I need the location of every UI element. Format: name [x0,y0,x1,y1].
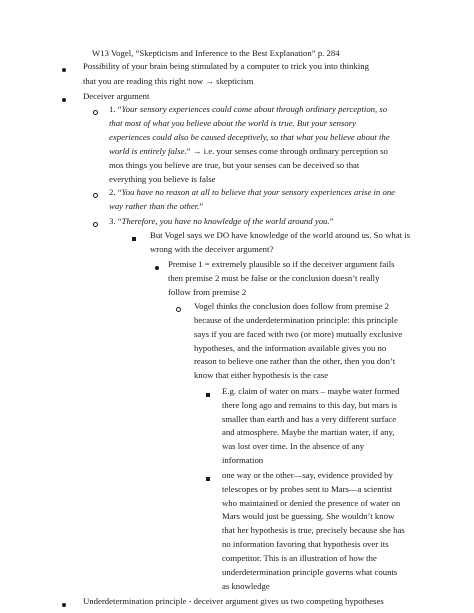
mars-line4: and atmosphere. Maybe the martian water, if any, [222,427,395,438]
mars-line1: E.g. claim of water on mars – maybe water formed [222,385,400,396]
premise-1-line2: that most of what you believe about the world is true. But your sensory [109,118,357,129]
premise-1-line3: experiences could also be caused deceptively, so that what you believe about the [109,132,390,142]
mars2-line8: underdetermination principle governs what counts [222,566,398,577]
mars-line3: smaller than earth and has a very different surface [222,413,397,424]
premise-1-line4: world is entirely false.” → i.e. your senses come through ordinary perception so [109,145,388,156]
premise-2-line1: 2. “You have no reason at all to believe that your sensory experiences arise in one [109,187,396,198]
bullet-square [206,388,210,400]
bullet-dot [62,93,66,105]
premise1-note-line3: follow from premise 2 [168,287,247,298]
underdetermination-line4: hypotheses, and the information available gives you no [194,342,387,353]
premise-1-line5: mos things you believe are true, but your senses can be deceived so that [109,159,360,170]
list-item-brain-line2: that you are reading this right now → skepticism [83,75,254,86]
bullet-square [132,232,136,244]
underdetermination-line1: Vogel thinks the conclusion does follow from premise 2 [194,300,390,311]
mars2-line5: that her hypothesis is true, precisely because she has [222,525,405,536]
premise1-note-line1: Premise 1 = extremely plausible so if the deceiver argument fails [168,259,395,270]
mars2-line6: no information favoring that hypothesis over its [222,539,389,550]
bullet-dot [62,598,66,610]
premise-3-line1: 3. “Therefore, you have no knowledge of the world around you.” [109,216,334,226]
document-title: W13 Vogel, “Skepticism and Inference to the Best Explanation” p. 284 [92,48,340,58]
premise-1-line1: 1. “Your sensory experiences could come about through ordinary perception, so [109,104,388,115]
underdetermination-line2: because of the underdetermination principle: this principle [194,314,398,325]
mars2-line1: one way or the other—say, evidence provided by [222,469,393,480]
bullet-ring [93,106,98,118]
mars-line6: information [222,455,264,466]
mars-line2: there long ago and remains to this day, but mars is [222,399,397,410]
bullet-ring [93,189,98,201]
premise-1-line6: everything you believe is false [109,173,216,184]
underdetermination-line5: reason to believe one rather than the other, then you don’t [194,356,396,367]
bullet-ring [176,303,181,315]
underdetermination-line3: says if you are faced with two (or more) mutually exclusive [194,328,403,339]
mars2-line3: who maintained or denied the presence of water on [222,497,401,508]
mars-line5: was lost over time. In the absence of any [222,441,365,452]
list-item-deceiver: Deceiver argument [83,91,150,102]
mars2-line4: Mars would just be guessing. She wouldn’t know [222,511,395,522]
list-item-underdetermination: Underdetermination principle - deceiver argument gives us two competing hypotheses [83,596,384,607]
bullet-dot [62,63,66,75]
mars2-line7: competitor. This is an illustration of how the [222,553,377,563]
mars2-line2: telescopes or by probes sent to Mars—a scientist [222,483,393,494]
list-item-brain-line1: Possibility of your brain being stimulated by a computer to trick you into thinking [83,61,369,71]
vogel-line1: But Vogel says we DO have knowledge of the world around us. So what is [150,229,410,240]
bullet-dot [155,261,159,273]
bullet-ring [93,218,98,230]
bullet-square [206,472,210,484]
premise1-note-line2: then premise 2 must be false or the conclusion doesn’t really [168,273,380,284]
underdetermination-line6: know that either hypothesis is the case [194,370,329,381]
mars2-line9: as knowledge [222,580,270,591]
premise-2-line2: way rather than the other.” [109,201,204,212]
vogel-line2: wrong with the deceiver argument? [150,243,274,254]
